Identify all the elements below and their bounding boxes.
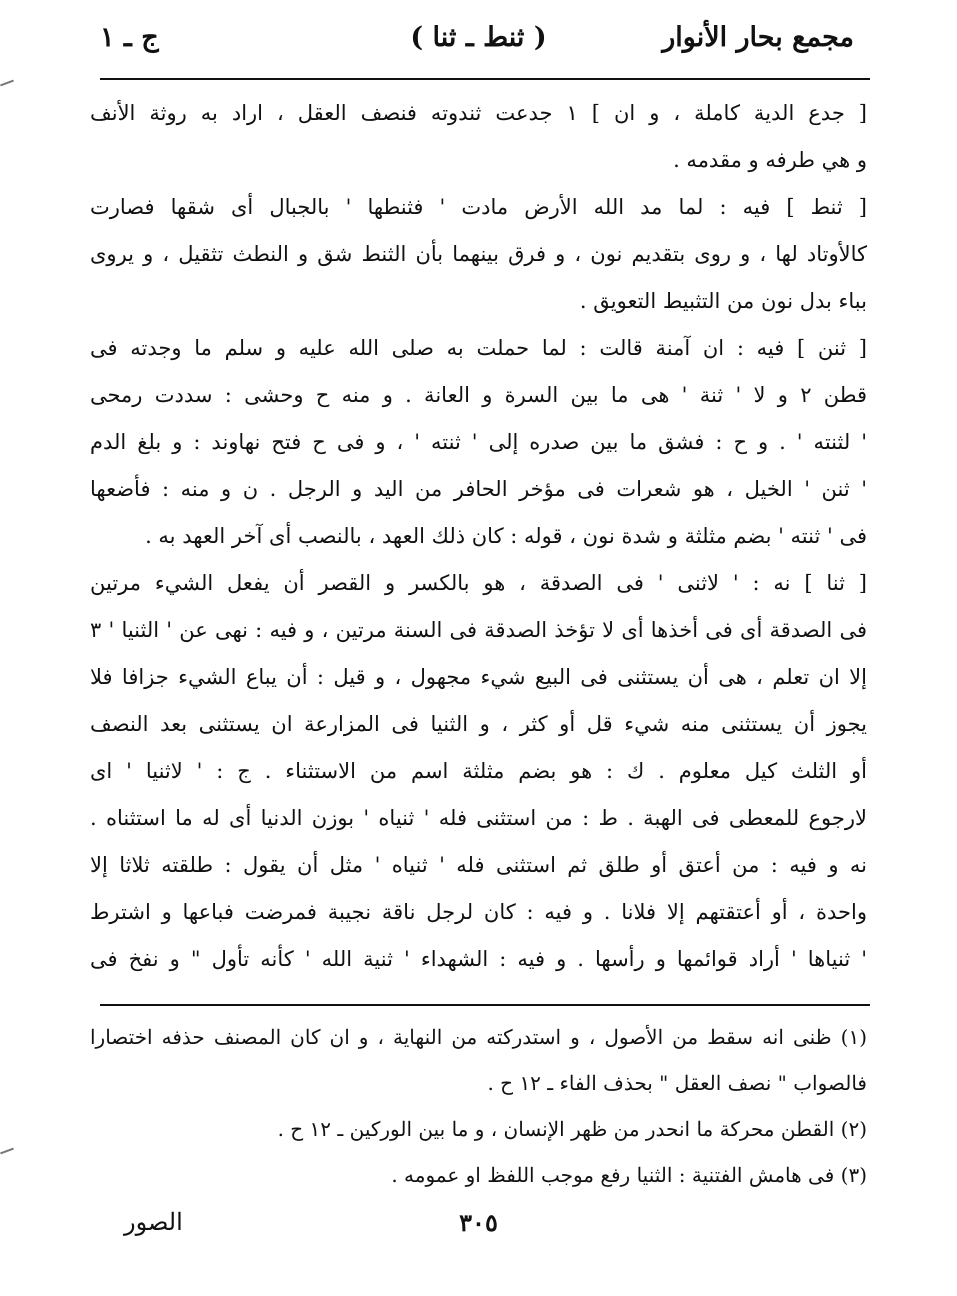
footnotes bbox=[90, 1014, 867, 1198]
footnote-rule bbox=[100, 1004, 870, 1006]
footnote-line: (٣) فى هامش الفتنية : الثنيا رفع موجب اللفظ او عمومه . bbox=[391, 1163, 867, 1187]
text-line: [ ثنط ] فيه : لما مد الله الأرض مادت ' فثنطها ' بالجبال أى شقها فصارت bbox=[90, 195, 867, 219]
header-rule bbox=[100, 78, 870, 80]
margin-scan-mark bbox=[0, 80, 14, 87]
text-line: [ ثنن ] فيه : ان آمنة قالت : لما حملت به صلى الله عليه و سلم ما وجدته فى bbox=[90, 336, 867, 360]
text-line: و هي طرفه و مقدمه . bbox=[673, 148, 867, 172]
text-line: يجوز أن يستثنى منه شيء قل أو كثر ، و الثنيا فى المزارعة ان يستثنى بعد النصف bbox=[90, 712, 867, 736]
text-line: قطن ٢ و لا ' ثنة ' هى ما بين السرة و العانة . و منه ح وحشى : سددت رمحى bbox=[90, 383, 867, 407]
text-line: [ جدع الدية كاملة ، و ان ] ١ جدعت ثندوته فنصف العقل ، اراد به روثة الأنف bbox=[90, 101, 867, 125]
footnote-line: (١) ظنى انه سقط من الأصول ، و استدركته من النهاية ، و ان كان المصنف حذفه اختصارا bbox=[90, 1025, 867, 1049]
text-line: واحدة ، أو أعتقتهم إلا فلانا . و فيه : كان لرجل ناقة نجيبة فمرضت فباعها و اشترط bbox=[90, 900, 867, 924]
text-line: كالأوتاد لها ، و روى بتقديم نون ، و فرق بينهما بأن الثنط شق و النطث تثقيل ، و يروى bbox=[90, 242, 867, 266]
text-line: بباء بدل نون من التثبيط التعويق . bbox=[579, 289, 867, 313]
text-line: ' ثنياها ' أراد قوائمها و رأسها . و فيه : الشهداء ' ثنية الله ' كأنه تأول " و نفخ فى bbox=[90, 947, 867, 971]
page-number: ٣٠٥ bbox=[459, 1208, 498, 1237]
text-line: [ ثنا ] نه : ' لاثنى ' فى الصدقة ، هو بالكسر و القصر أن يفعل الشيء مرتين bbox=[90, 571, 867, 595]
volume-label: ج ـ ١ bbox=[100, 22, 159, 53]
text-line: إلا ان تعلم ، هى أن يستثنى فى البيع شيء مجهول ، و قيل : أن يباع الشيء جزافا فلا bbox=[90, 665, 867, 689]
text-line: لارجوع للمعطى فى الهبة . ط : من استثنى فله ' ثنياه ' بوزن الدنيا أى له ما استثناه . bbox=[90, 806, 867, 830]
footnote-line: فالصواب " نصف العقل " بحذف الفاء ـ ١٢ ح . bbox=[487, 1071, 867, 1095]
text-line: فى ' ثنته ' بضم مثلثة و شدة نون ، قوله : كان ذلك العهد ، بالنصب أى آخر العهد به . bbox=[145, 524, 867, 548]
entries-range: ( ثنط ـ ثنا ) bbox=[410, 22, 547, 53]
footnote-line: (٢) القطن محركة ما انحدر من ظهر الإنسان ، و ما بين الوركين ـ ١٢ ح . bbox=[277, 1117, 867, 1141]
text-line: فى الصدقة أى فى أخذها أى لا تؤخذ الصدقة فى السنة مرتين ، و فيه : نهى عن ' الثنيا ' ٣ bbox=[90, 618, 867, 642]
text-line: ' لثنته ' . و ح : فشق ما بين صدره إلى ' ثنته ' ، و فى ح فتح نهاوند : و بلغ الدم bbox=[90, 430, 867, 454]
main-text bbox=[90, 90, 867, 983]
text-line: نه و فيه : من أعتق أو طلق ثم استثنى فله ' ثنياه ' مثل أن يقول : طلقته ثلاثا إلا bbox=[90, 853, 867, 877]
catchword: الصور bbox=[124, 1208, 183, 1236]
margin-scan-mark bbox=[0, 1148, 14, 1155]
text-line: ' ثنن ' الخيل ، هو شعرات فى مؤخر الحافر من اليد و الرجل . ن و منه : فأضعها bbox=[90, 477, 867, 501]
running-title: مجمع بحار الأنوار bbox=[662, 22, 854, 53]
text-line: أو الثلث كيل معلوم . ك : هو بضم مثلثة اسم من الاستثناء . ج : ' لاثنيا ' اى bbox=[90, 759, 867, 783]
